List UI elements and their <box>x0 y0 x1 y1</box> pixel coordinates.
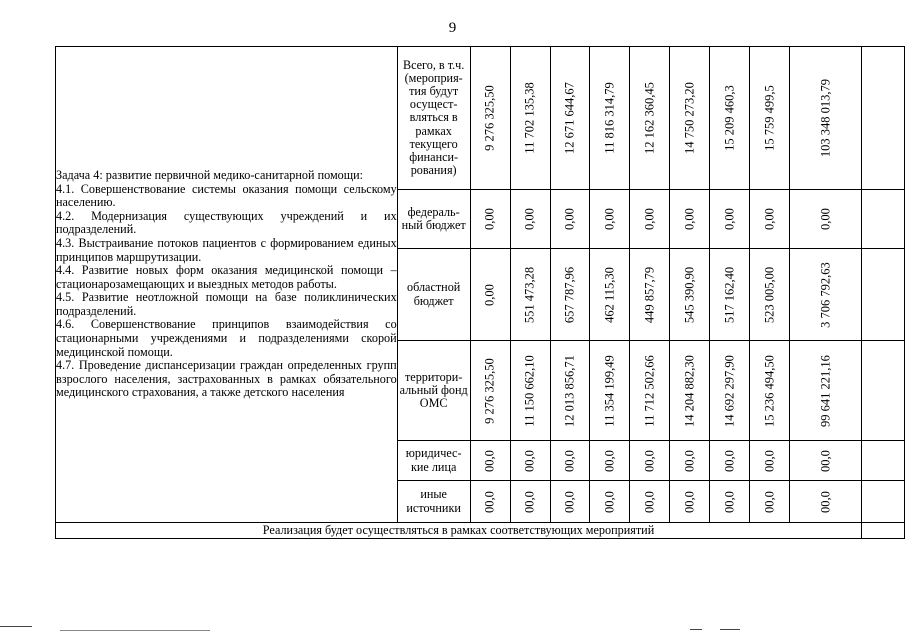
funding-value-cell <box>630 249 670 341</box>
funding-value: 00,0 <box>762 449 777 472</box>
funding-value: 0,00 <box>602 208 617 230</box>
funding-value-cell <box>710 481 750 523</box>
funding-value: 00,0 <box>482 490 497 513</box>
funding-value-cell <box>710 190 750 249</box>
funding-total: 00,0 <box>818 449 833 472</box>
funding-value-cell <box>470 481 510 523</box>
funding-value-cell <box>510 481 550 523</box>
funding-value-cell <box>710 47 750 190</box>
funding-value-cell <box>550 481 590 523</box>
funding-value: 14 204 882,30 <box>682 354 697 427</box>
task-item-4-4: 4.4. Развитие новых форм оказания медицинской помощи – стационарозамещающих и выездных методов работы. <box>56 263 397 291</box>
funding-value-cell <box>670 47 710 190</box>
empty-cell <box>862 481 905 523</box>
funding-source-label: федераль-ный бюджет <box>397 190 470 249</box>
funding-value-cell <box>510 47 550 190</box>
funding-value-cell <box>670 481 710 523</box>
funding-value: 12 162 360,45 <box>642 82 657 154</box>
funding-value: 0,00 <box>482 283 497 306</box>
funding-value: 00,0 <box>562 490 577 513</box>
funding-value-cell <box>470 190 510 249</box>
funding-total-cell <box>790 47 862 190</box>
funding-value: 11 702 135,38 <box>522 82 537 154</box>
funding-total: 00,0 <box>818 490 833 513</box>
funding-source-label: Всего, в т.ч. (мероприя-тия будут осущест-вляться в рамках текущего финанси-рования) <box>397 47 470 190</box>
task-title: Задача 4: развитие первичной медико-санитарной помощи: <box>56 167 364 182</box>
funding-value-cell <box>630 190 670 249</box>
funding-value-cell <box>670 249 710 341</box>
task-description-cell <box>56 47 398 523</box>
funding-value: 12 013 856,71 <box>562 354 577 427</box>
funding-value: 00,0 <box>602 449 617 472</box>
funding-value-cell <box>510 190 550 249</box>
funding-value-cell <box>590 481 630 523</box>
funding-value-cell <box>470 249 510 341</box>
funding-value-cell <box>550 341 590 441</box>
funding-value: 545 390,90 <box>682 266 697 323</box>
funding-value-cell <box>630 341 670 441</box>
funding-value-cell <box>590 249 630 341</box>
funding-value-cell <box>750 481 790 523</box>
funding-total-cell <box>790 249 862 341</box>
funding-value-cell <box>470 341 510 441</box>
funding-value: 15 759 499,5 <box>762 85 777 151</box>
funding-value-cell <box>470 441 510 481</box>
funding-value: 14 750 273,20 <box>682 82 697 154</box>
scan-line <box>60 630 210 631</box>
funding-value: 15 236 494,50 <box>762 354 777 427</box>
funding-total-cell <box>790 190 862 249</box>
funding-total-cell <box>790 341 862 441</box>
funding-source-label: территори-альный фонд ОМС <box>397 341 470 441</box>
funding-value-cell <box>750 249 790 341</box>
page-number: 9 <box>448 20 457 36</box>
funding-source-label: областной бюджет <box>397 249 470 341</box>
funding-source-label: иные источники <box>397 481 470 523</box>
funding-value-cell <box>550 249 590 341</box>
funding-total: 0,00 <box>818 208 833 230</box>
funding-value: 9 276 325,50 <box>482 85 497 151</box>
funding-row-total <box>56 47 905 190</box>
funding-total: 99 641 221,16 <box>818 354 833 427</box>
funding-value-cell <box>670 190 710 249</box>
funding-value: 00,0 <box>682 490 697 513</box>
funding-value-cell <box>630 47 670 190</box>
funding-value: 00,0 <box>762 490 777 513</box>
funding-value: 00,0 <box>522 449 537 472</box>
funding-value-cell <box>550 441 590 481</box>
funding-value-cell <box>750 47 790 190</box>
budget-table <box>55 46 905 539</box>
funding-value: 00,0 <box>482 449 497 472</box>
funding-value: 0,00 <box>562 208 577 230</box>
funding-value-cell <box>590 47 630 190</box>
funding-value: 00,0 <box>682 449 697 472</box>
funding-value: 449 857,79 <box>642 266 657 323</box>
funding-value-cell <box>470 47 510 190</box>
funding-value: 551 473,28 <box>522 266 537 323</box>
funding-value: 12 671 644,67 <box>562 82 577 154</box>
task-item-4-5: 4.5. Развитие неотложной помощи на базе поликлинических подразделений. <box>56 290 397 318</box>
task-item-4-6: 4.6. Совершенствование принципов взаимодействия со стационарными учреждениями и подразделениями скорой медицинской помощи. <box>56 317 397 359</box>
funding-total-cell <box>790 441 862 481</box>
funding-value: 0,00 <box>762 208 777 230</box>
funding-value-cell <box>630 441 670 481</box>
funding-value-cell <box>670 341 710 441</box>
funding-value: 00,0 <box>722 490 737 513</box>
empty-cell <box>862 341 905 441</box>
funding-value-cell <box>630 481 670 523</box>
funding-value-cell <box>750 341 790 441</box>
funding-value: 00,0 <box>562 449 577 472</box>
funding-value: 11 712 502,66 <box>642 354 657 427</box>
funding-value: 0,00 <box>482 208 497 230</box>
funding-value-cell <box>510 441 550 481</box>
task-item-4-2: 4.2. Модернизация существующих учреждений и их подразделений. <box>56 208 397 237</box>
task-item-4-7: 4.7. Проведение диспансеризации граждан определенных групп взрослого населения, застрахованных в рамках обязательного медицинского страхования, а также детского населения <box>56 358 397 400</box>
task-item-4-3: 4.3. Выстраивание потоков пациентов с формированием единых принципов маршрутизации. <box>56 235 397 264</box>
funding-value-cell <box>510 249 550 341</box>
funding-value: 00,0 <box>642 449 657 472</box>
funding-value-cell <box>590 441 630 481</box>
funding-value: 00,0 <box>522 490 537 513</box>
footer-row <box>56 523 905 539</box>
empty-cell <box>862 249 905 341</box>
funding-value: 523 005,00 <box>762 266 777 323</box>
funding-value-cell <box>550 47 590 190</box>
funding-value: 11 816 314,79 <box>602 82 617 154</box>
funding-total: 3 706 792,63 <box>818 261 833 328</box>
funding-total-cell <box>790 481 862 523</box>
funding-value: 00,0 <box>642 490 657 513</box>
funding-value: 00,0 <box>602 490 617 513</box>
funding-value: 14 692 297,90 <box>722 354 737 427</box>
funding-value-cell <box>750 190 790 249</box>
funding-value: 462 115,30 <box>602 266 617 323</box>
funding-value-cell <box>590 190 630 249</box>
funding-source-label: юридичес-кие лица <box>397 441 470 481</box>
funding-value: 11 354 199,49 <box>602 354 617 427</box>
empty-cell <box>862 441 905 481</box>
funding-value-cell <box>590 341 630 441</box>
funding-value: 0,00 <box>682 208 697 230</box>
funding-value-cell <box>710 249 750 341</box>
funding-value-cell <box>510 341 550 441</box>
funding-value-cell <box>710 441 750 481</box>
empty-cell <box>862 523 905 539</box>
funding-value-cell <box>670 441 710 481</box>
funding-value: 0,00 <box>642 208 657 230</box>
funding-value-cell <box>550 190 590 249</box>
scan-line <box>0 626 32 627</box>
funding-value: 9 276 325,50 <box>482 357 497 424</box>
funding-value-cell <box>710 341 750 441</box>
funding-value: 657 787,96 <box>562 266 577 323</box>
scan-line <box>720 629 740 630</box>
funding-value: 15 209 460,3 <box>722 85 737 151</box>
funding-value: 517 162,40 <box>722 266 737 323</box>
funding-value: 00,0 <box>722 449 737 472</box>
empty-cell <box>862 47 905 190</box>
scan-line <box>690 629 702 630</box>
funding-value: 0,00 <box>522 208 537 230</box>
task-item-4-1: 4.1. Совершенствование системы оказания помощи сельскому населению. <box>56 181 397 210</box>
funding-value: 11 150 662,10 <box>522 354 537 427</box>
funding-value: 0,00 <box>722 208 737 230</box>
funding-value-cell <box>750 441 790 481</box>
implementation-note: Реализация будет осуществляться в рамках соответствующих мероприятий <box>56 523 862 539</box>
empty-cell <box>862 190 905 249</box>
funding-total: 103 348 013,79 <box>818 78 833 158</box>
